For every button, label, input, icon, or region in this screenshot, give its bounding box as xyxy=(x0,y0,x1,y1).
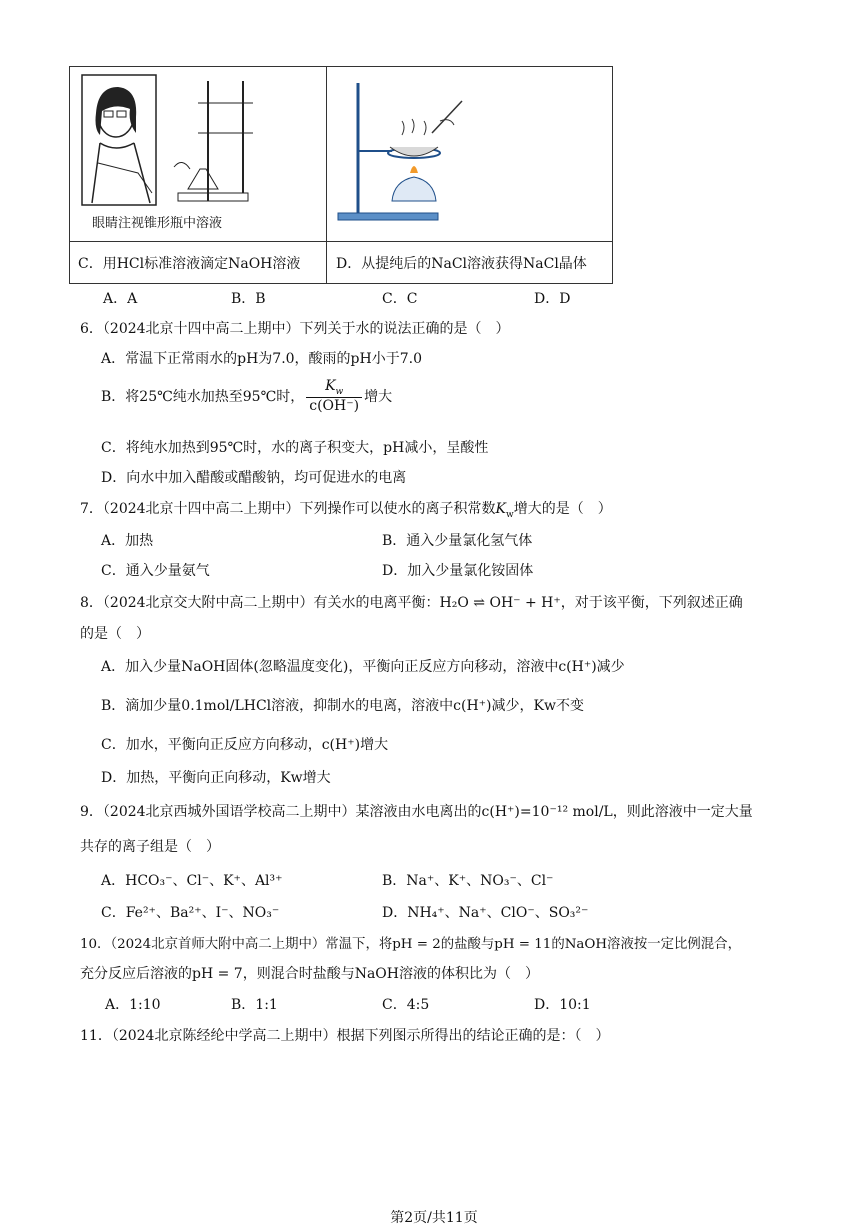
question-7-option-b: B．通入少量氯化氢气体 xyxy=(382,533,533,549)
option-a: A．A xyxy=(103,291,138,307)
question-6-option-c: C．将纯水加热到95℃时，水的离子积变大，pH减小，呈酸性 xyxy=(101,440,489,456)
kw-fraction: $\frac{K_w}{c(OH^-)}$ xyxy=(306,378,362,414)
question-6-option-b: B．将25℃纯水加热至95℃时， $\frac{K_w}{c(OH^-)}$ 增大 xyxy=(101,378,393,414)
option-c: C．C xyxy=(382,291,418,307)
figure-table xyxy=(69,66,613,284)
question-9-stem-line2: 共存的离子组是（ ） xyxy=(80,839,220,855)
question-8-option-a: A．加入少量NaOH固体(忽略温度变化)，平衡向正反应方向移动，溶液中c(H⁺)减少 xyxy=(101,659,625,675)
question-7-stem: 7．（2024北京十四中高二上期中）下列操作可以使水的离子积常数$K_w$增大的是（ ） xyxy=(80,501,612,520)
option-b: B．B xyxy=(231,291,266,307)
question-6-stem: 6．（2024北京十四中高二上期中）下列关于水的说法正确的是（ ） xyxy=(80,321,510,337)
illustration-caption: 眼睛注视锥形瓶中溶液 xyxy=(92,216,223,231)
table-divider xyxy=(326,67,327,283)
question-9-stem-line1: 9．（2024北京西城外国语学校高二上期中）某溶液由水电离出的c(H⁺)=10⁻¹² mol/L，则此溶液中一定大量 xyxy=(80,804,753,820)
question-10-option-c: C．4:5 xyxy=(382,997,430,1013)
question-10-option-b: B．1:1 xyxy=(231,997,278,1013)
question-9-option-d: D．NH₄⁺、Na⁺、ClO⁻、SO₃²⁻ xyxy=(382,905,589,921)
question-7-option-d: D．加入少量氯化铵固体 xyxy=(382,563,534,579)
question-7-option-c: C．通入少量氨气 xyxy=(101,563,210,579)
question-10-option-d: D．10:1 xyxy=(534,997,591,1013)
caption-d: D．从提纯后的NaCl溶液获得NaCl晶体 xyxy=(336,256,587,272)
question-8-option-d: D．加热，平衡向正向移动，Kw增大 xyxy=(101,770,331,786)
question-9-option-c: C．Fe²⁺、Ba²⁺、I⁻、NO₃⁻ xyxy=(101,905,280,921)
question-8-option-c: C．加水，平衡向正反应方向移动，c(H⁺)增大 xyxy=(101,737,389,753)
question-6-option-a: A．常温下正常雨水的pH为7.0，酸雨的pH小于7.0 xyxy=(101,351,422,367)
question-8-option-b: B．滴加少量0.1mol/LHCl溶液，抑制水的电离，溶液中c(H⁺)减少，Kw不变 xyxy=(101,698,584,714)
page-footer: 第2页/共11页 xyxy=(390,1210,478,1226)
question-11-stem: 11．（2024北京陈经纶中学高二上期中）根据下列图示所得出的结论正确的是：（ ） xyxy=(80,1028,610,1044)
question-8-stem-line2: 的是（ ） xyxy=(80,626,150,642)
question-9-option-b: B．Na⁺、K⁺、NO₃⁻、Cl⁻ xyxy=(382,873,554,889)
caption-c: C．用HCl标准溶液滴定NaOH溶液 xyxy=(78,256,301,272)
table-divider xyxy=(70,241,612,242)
evaporation-illustration xyxy=(332,73,608,237)
question-9-option-a: A．HCO₃⁻、Cl⁻、K⁺、Al³⁺ xyxy=(101,873,283,889)
option-d: D．D xyxy=(534,291,571,307)
question-10-stem-line2: 充分反应后溶液的pH = 7，则混合时盐酸与NaOH溶液的体积比为（ ） xyxy=(80,966,539,982)
question-10-option-a: A．1:10 xyxy=(105,997,161,1013)
question-8-stem-line1: 8．（2024北京交大附中高二上期中）有关水的电离平衡：H₂O ⇌ OH⁻ + H⁺，对于该平衡，下列叙述正确 xyxy=(80,595,743,611)
question-6-option-d: D．向水中加入醋酸或醋酸钠，均可促进水的电离 xyxy=(101,470,407,486)
question-7-option-a: A．加热 xyxy=(101,533,154,549)
question-10-stem-line1: 10．（2024北京首师大附中高二上期中）常温下，将pH = 2的盐酸与pH = 11的NaOH溶液按一定比例混合， xyxy=(80,937,741,952)
